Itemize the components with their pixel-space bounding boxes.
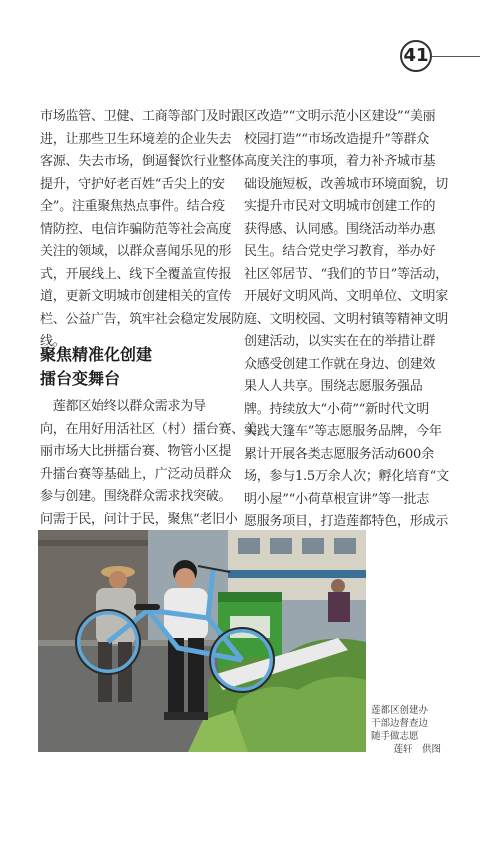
text-line: 累计开展各类志愿服务活动600余 <box>244 446 434 462</box>
text-line: 栏、公益广告，筑牢社会稳定发展防 <box>40 311 245 327</box>
text-line: 全”。注重聚焦热点事件。结合疫 <box>40 199 225 214</box>
text-line: 式，开展线上、线下全覆盖宣传报 <box>40 266 232 282</box>
section-heading-line2: 擂台变舞台 <box>40 369 121 388</box>
text-line: 校园打造”“市场改造提升”等群众 <box>244 131 429 147</box>
news-photo-volunteer-moving-bicycle <box>38 530 366 752</box>
text-line: 愿服务项目，打造莲都特色，形成示 <box>244 514 449 529</box>
text-line: 客源、失去市场，倒逼餐饮行业整体 <box>40 154 245 169</box>
caption-line: 干部边督查边 <box>371 718 429 729</box>
text-line: 民生。结合党史学习教育，举办好 <box>244 244 436 259</box>
page-number: 41 <box>400 40 432 72</box>
text-line: 升擂台赛等基础上，广泛动员群众 <box>40 466 232 482</box>
text-line: 实践大篷车”等志愿服务品牌，今年 <box>244 424 442 439</box>
page-number-marker <box>400 40 480 74</box>
text-line: 问需于民，问计于民，聚焦“老旧小 <box>40 511 238 527</box>
text-line: 向，在用好用活社区（村）擂台赛、美 <box>40 421 257 437</box>
page-number-rule <box>432 56 480 57</box>
text-line: 丽市场大比拼擂台赛、物管小区提 <box>40 444 232 459</box>
text-line: 线。 <box>40 334 66 349</box>
left-column-bottom-text <box>40 396 257 531</box>
text-line: 果人人共享。围绕志愿服务强品 <box>244 379 423 394</box>
photo-illustration <box>38 530 366 752</box>
text-line: 进，让那些卫生环境差的企业失去 <box>40 131 232 147</box>
right-column-text <box>244 106 449 556</box>
text-line: 实提升市民对文明城市创建工作的 <box>244 199 436 214</box>
text-line: 获得感、认同感。围绕活动举办惠 <box>244 221 436 237</box>
text-line: 莲都区始终以群众需求为导 <box>40 399 206 414</box>
text-line: 庭、文明校园、文明村镇等精神文明 <box>244 311 449 327</box>
caption-line: 随手做志愿 <box>371 731 419 742</box>
text-line: 众感受创建工作就在身边、创建效 <box>244 356 436 372</box>
section-heading-line1: 聚焦精准化创建 <box>40 345 153 364</box>
text-line: 市场监管、卫健、工商等部门及时跟 <box>40 109 245 124</box>
text-line: 提升，守护好老百姓“舌尖上的安 <box>40 176 225 192</box>
caption-line: 莲都区创建办 <box>371 705 429 716</box>
text-line: 场，参与1.5万余人次；孵化培育“文 <box>244 469 449 484</box>
text-line: 道，更新文明城市创建相关的宣传 <box>40 289 232 304</box>
text-line: 明小屋”“小荷草根宣讲”等一批志 <box>244 491 429 507</box>
photo-caption <box>371 704 441 756</box>
text-line: 开展好文明风尚、文明单位、文明家 <box>244 289 449 304</box>
text-line: 情防控、电信诈骗防范等社会高度 <box>40 221 232 237</box>
photo-credit: 莲轩 供图 <box>393 744 441 755</box>
text-line: 参与创建。围绕群众需求找突破。 <box>40 489 232 504</box>
text-line: 牌。持续放大“小荷”“新时代文明 <box>244 401 429 417</box>
text-line: 创建活动，以实实在在的举措让群 <box>244 334 436 349</box>
text-line: 区改造”“文明示范小区建设”“美丽 <box>244 109 436 124</box>
text-line: 社区邻居节、“我们的节日”等活动， <box>244 266 449 282</box>
text-line: 高度关注的事项，着力补齐城市基 <box>244 154 436 169</box>
text-line: 关注的领域，以群众喜闻乐见的形 <box>40 244 232 259</box>
left-column-top-text <box>40 106 245 354</box>
text-line: 础设施短板，改善城市环境面貌，切 <box>244 176 449 192</box>
